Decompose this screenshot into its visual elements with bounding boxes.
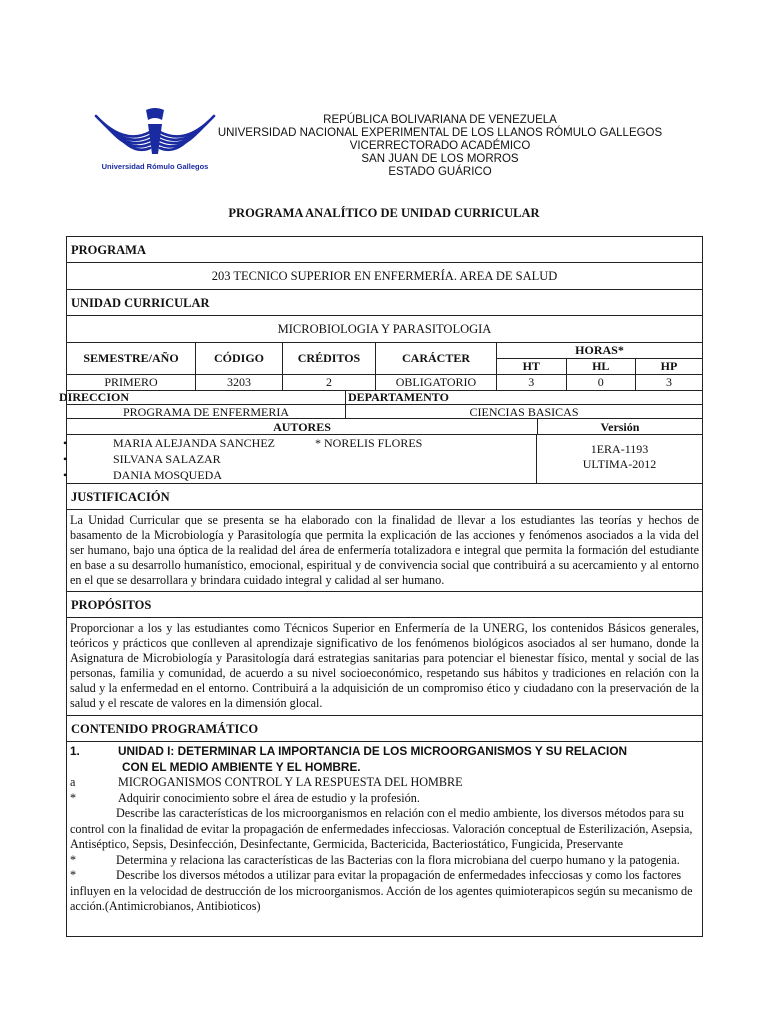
content-item: [70, 868, 699, 915]
subunit-marker: a: [70, 775, 76, 789]
institution-block: [200, 114, 680, 179]
content-item-text: Describe las características de los microorganismos en relación con el medio ambiente, los diversos métodos para su control con la finalidad de evitar la propagación de enfermedades infecciosas. Valoración conceptual de Esterilización, Asepsia, Antiséptico, Sepsis, Desinfección, Desinfectante, Germicida, Bactericida, Bacteriostático, Fungicida, Preservante: [70, 806, 693, 851]
version-last: ULTIMA-2012: [582, 457, 657, 471]
hl-header: HL: [566, 359, 636, 375]
author-item: [67, 451, 536, 467]
creditos-header: CRÉDITOS: [283, 343, 376, 375]
authors-row: [67, 435, 702, 484]
star-marker: *: [70, 790, 77, 805]
details-table-wrap: [67, 342, 702, 391]
ht-value: 3: [497, 375, 567, 391]
codigo-value: 3203: [196, 375, 283, 391]
semestre-header: SEMESTRE/AÑO: [67, 343, 196, 375]
institution-line: ESTADO GUÁRICO: [388, 166, 492, 178]
version-first: 1ERA-1193: [590, 442, 649, 456]
content-item: [70, 791, 699, 807]
hp-header: HP: [636, 359, 703, 375]
unit-number: 1.: [70, 744, 80, 758]
direccion-label: DIRECCION: [59, 390, 346, 404]
autores-label: AUTORES: [67, 419, 538, 434]
program-form: [59, 236, 703, 937]
version-label: Versión: [600, 420, 640, 434]
caracter-value: OBLIGATORIO: [376, 375, 497, 391]
codigo-header: CÓDIGO: [196, 343, 283, 375]
programa-value: 203 TECNICO SUPERIOR EN ENFERMERÍA. AREA DE SALUD: [67, 263, 702, 290]
subunit-heading: [70, 775, 699, 791]
author-item: [67, 467, 536, 483]
institution-line: REPÚBLICA BOLIVARIANA DE VENEZUELA: [323, 114, 557, 126]
subunit-title: MICROGANISMOS CONTROL Y LA RESPUESTA DEL HOMBRE: [118, 775, 463, 789]
institution-line: SAN JUAN DE LOS MORROS: [361, 153, 519, 165]
direccion-value: PROGRAMA DE ENFERMERIA: [67, 405, 346, 418]
authors-header-row: [67, 419, 702, 435]
content-item-text: Determina y relaciona las características de las Bacterias con la flora microbiana del cuerpo humano y la patogenia.: [116, 852, 680, 867]
hp-value: 3: [636, 375, 703, 391]
author-name: MARIA ALEJANDA SANCHEZ: [113, 436, 276, 450]
org-value-row: [67, 405, 702, 419]
content-item: [70, 853, 699, 869]
author-item: [67, 435, 536, 451]
propositos-label: PROPÓSITOS: [67, 592, 702, 618]
star-marker: *: [70, 852, 77, 867]
institution-line: UNIVERSIDAD NACIONAL EXPERIMENTAL DE LOS LLANOS RÓMULO GALLEGOS: [217, 127, 663, 139]
hl-value: 0: [566, 375, 636, 391]
creditos-value: 2: [283, 375, 376, 391]
document-title: PROGRAMA ANALÍTICO DE UNIDAD CURRICULAR: [228, 206, 540, 220]
justificacion-label: JUSTIFICACIÓN: [67, 484, 702, 510]
document-header: [0, 0, 768, 200]
author-name: DANIA MOSQUEDA: [113, 468, 223, 482]
version-values: [537, 435, 702, 483]
horas-header: HORAS*: [497, 343, 703, 359]
justificacion-text: La Unidad Curricular que se presenta se ha elaborado con la finalidad de llevar a los estudiantes las teorías y hechos de basamento de la Microbiología y Parasitología que permita la explicación de las acciones y fenómenos asociados a la vida del ser humano, bajo una óptica de la realidad del área de enfermería totalizadora e integral que permita la formación del estudiante en base a su desarrollo humanístico, emocional, espiritual y de convivencia social que contribuirá a su acercamiento y al entorno en el que se desarrollara y brindara cuidado integral y calidad al ser humano.: [67, 510, 702, 592]
unit-title-line2: CON EL MEDIO AMBIENTE Y EL HOMBRE.: [122, 759, 361, 774]
contenido-body: [67, 742, 702, 936]
star-marker: *: [70, 868, 77, 882]
ht-header: HT: [497, 359, 567, 375]
content-item-text: Describe los diversos métodos a utilizar para evitar la propagación de enfermedades infecciosas y como los factores influyen en la velocidad de destrucción de los microorganismos. Acción de los agentes quimioterapicos según su mecanismo de acción.(Antimicrobianos, Antibioticos): [70, 868, 693, 913]
departamento-value: CIENCIAS BASICAS: [469, 405, 579, 419]
unit-title-line1: UNIDAD I: DETERMINAR LA IMPORTANCIA DE LOS MICROORGANISMOS Y SU RELACION: [118, 744, 628, 758]
author-name: SILVANA SALAZAR: [113, 452, 221, 466]
org-header-row: [59, 390, 702, 405]
institution-line: VICERRECTORADO ACADÉMICO: [349, 140, 531, 152]
content-item-text: Adquirir conocimiento sobre el área de estudio y la profesión.: [118, 790, 420, 805]
semestre-value: PRIMERO: [67, 375, 196, 391]
authors-list: [67, 435, 537, 483]
unidad-value: MICROBIOLOGIA Y PARASITOLOGIA: [67, 316, 702, 343]
coauthor-name: * NORELIS FLORES: [315, 436, 423, 450]
caracter-header: CARÁCTER: [376, 343, 497, 375]
logo-caption: Universidad Rómulo Gallegos: [101, 162, 209, 171]
unit-heading: [70, 744, 699, 760]
propositos-text: Proporcionar a los y las estudiantes como Técnicos Superior en Enfermería de la UNERG, los contenidos Básicos generales, teóricos y prácticos que conlleven al aprendizaje significativo de los fenómenos biológicos asociados al ser humano, donde la Asignatura de Microbiología y Parasitología dará estrategias sanitarias para potenciar el bienestar físico, mental y social de las personas, familia y comunidad, de acuerdo a su nivel socioeconómico, respetando sus hábitos y tradiciones en relación con la salud y la enfermedad en el entorno. Contribuirá a la adquisición de un compromiso ético y ciudadano con la preservación de la salud y el rescate de valores en la dimensión glocal.: [67, 618, 702, 716]
departamento-label: DEPARTAMENTO: [348, 390, 449, 404]
details-table: [66, 342, 703, 391]
programa-label: PROGRAMA: [67, 237, 702, 263]
unidad-label: UNIDAD CURRICULAR: [67, 290, 702, 316]
contenido-label: CONTENIDO PROGRAMÁTICO: [67, 716, 702, 742]
